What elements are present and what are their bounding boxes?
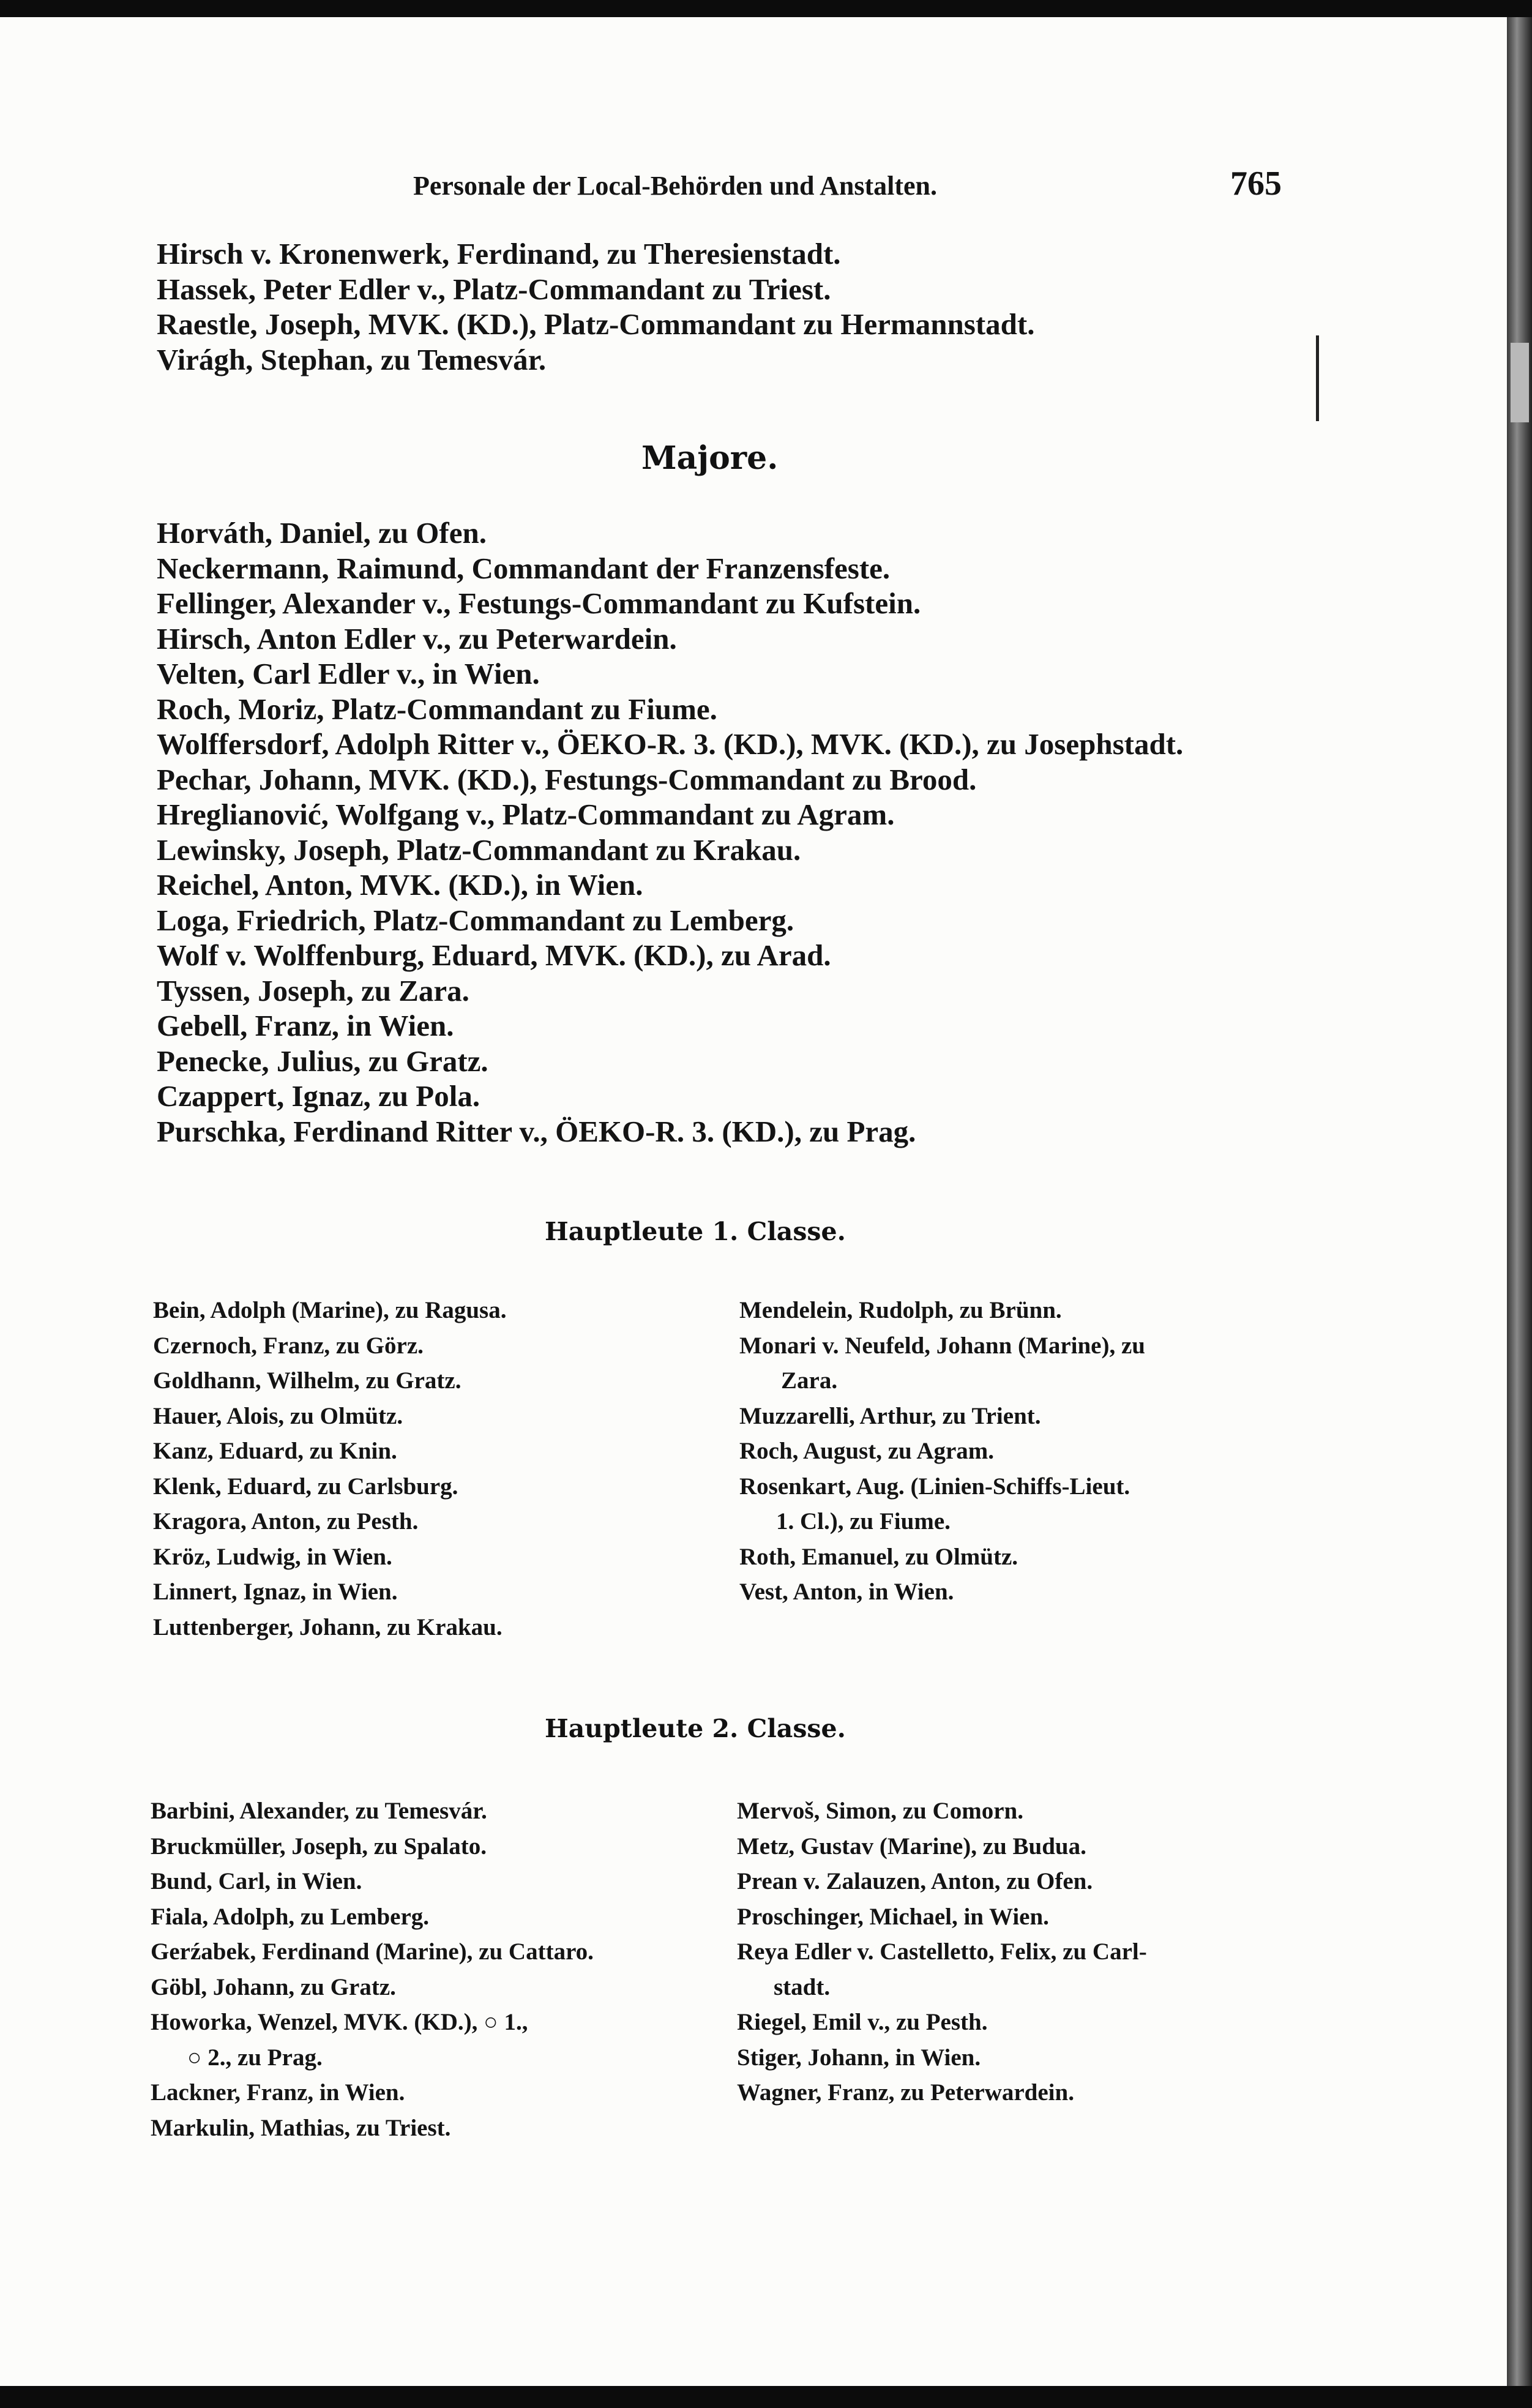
entry-line: Neckermann, Raimund, Commandant der Franzensfeste. (157, 551, 891, 585)
entry-line: Gebell, Franz, in Wien. (157, 1009, 454, 1042)
section-heading-majore: Majore. (641, 439, 779, 477)
entry-line: Mervoš, Simon, zu Comorn. (737, 1798, 1023, 1824)
entry-line: Howorka, Wenzel, MVK. (KD.), ○ 1., (151, 2009, 528, 2035)
entry-line: Czappert, Ignaz, zu Pola. (157, 1079, 480, 1113)
entry-line: Lackner, Franz, in Wien. (151, 2079, 405, 2106)
entry-line: Bruckmüller, Joseph, zu Spalato. (151, 1833, 487, 1860)
entry-line: Goldhann, Wilhelm, zu Gratz. (153, 1367, 461, 1394)
entry-line: Proschinger, Michael, in Wien. (737, 1903, 1049, 1930)
entry-line: Velten, Carl Edler v., in Wien. (157, 657, 540, 690)
entry-line: Kragora, Anton, zu Pesth. (153, 1508, 419, 1535)
entry-line: Virágh, Stephan, zu Temesvár. (157, 342, 547, 376)
running-title: Personale der Local-Behörden und Anstalten. (413, 171, 938, 201)
hauptleute-2-right-column (737, 1793, 1300, 2111)
entry-line: Purschka, Ferdinand Ritter v., ÖEKO-R. 3. (KD.), zu Prag. (157, 1114, 916, 1148)
entry-line: Tyssen, Joseph, zu Zara. (157, 973, 469, 1008)
entry-line: Hirsch v. Kronenwerk, Ferdinand, zu Theresienstadt. (157, 237, 841, 271)
entry-line: Barbini, Alexander, zu Temesvár. (151, 1798, 487, 1824)
entry-line: Horváth, Daniel, zu Ofen. (157, 516, 487, 550)
entry-line-continued: 1. Cl.), zu Fiume. (776, 1508, 951, 1535)
entry-line: Hauer, Alois, zu Olmütz. (153, 1402, 403, 1429)
hauptleute-1-left-column (153, 1293, 618, 1645)
section-heading-hauptleute-1: Hauptleute 1. Classe. (545, 1217, 846, 1246)
section-heading-hauptleute-2: Hauptleute 2. Classe. (545, 1714, 846, 1743)
entry-line: Kröz, Ludwig, in Wien. (153, 1543, 392, 1570)
entry-line: Wagner, Franz, zu Peterwardein. (737, 2079, 1074, 2106)
entry-line: Vest, Anton, in Wien. (739, 1579, 954, 1605)
entry-line: Riegel, Emil v., zu Pesth. (737, 2009, 988, 2035)
entry-line: Kanz, Eduard, zu Knin. (153, 1438, 397, 1464)
entry-line: Reya Edler v. Castelletto, Felix, zu Carl- (737, 1939, 1147, 1965)
entry-line: Rosenkart, Aug. (Linien-Schiffs-Lieut. (739, 1473, 1130, 1500)
entry-line: Monari v. Neufeld, Johann (Marine), zu (739, 1332, 1145, 1359)
entry-line: Fiala, Adolph, zu Lemberg. (151, 1903, 430, 1930)
entry-line: Czernoch, Franz, zu Görz. (153, 1332, 424, 1359)
entry-line: Bein, Adolph (Marine), zu Ragusa. (153, 1297, 507, 1323)
continued-entries (157, 236, 1035, 377)
entry-line: Stiger, Johann, in Wien. (737, 2044, 981, 2071)
entry-line: Metz, Gustav (Marine), zu Budua. (737, 1833, 1086, 1860)
entry-line: Fellinger, Alexander v., Festungs-Commandant zu Kufstein. (157, 586, 921, 620)
entry-line: Linnert, Ignaz, in Wien. (153, 1579, 398, 1605)
entry-line: Prean v. Zalauzen, Anton, zu Ofen. (737, 1868, 1093, 1894)
entry-line: Wolf v. Wolffenburg, Eduard, MVK. (KD.), zu Arad. (157, 938, 831, 972)
page-number: 765 (1230, 165, 1282, 203)
page-edge-tab (1511, 343, 1529, 422)
hauptleute-2-left-column (151, 1793, 701, 2145)
entry-line: Gerźabek, Ferdinand (Marine), zu Cattaro. (151, 1939, 594, 1965)
entry-line: Raestle, Joseph, MVK. (KD.), Platz-Commandant zu Hermannstadt. (157, 307, 1035, 341)
entry-line: Roch, August, zu Agram. (739, 1438, 995, 1464)
entry-line: Wolffersdorf, Adolph Ritter v., ÖEKO-R. 3. (KD.), MVK. (KD.), zu Josephstadt. (157, 727, 1184, 761)
entry-line: Markulin, Mathias, zu Triest. (151, 2114, 451, 2141)
entry-line: Lewinsky, Joseph, Platz-Commandant zu Krakau. (157, 832, 801, 867)
entry-line: Bund, Carl, in Wien. (151, 1868, 362, 1894)
entry-line: Roch, Moriz, Platz-Commandant zu Fiume. (157, 692, 717, 726)
entry-line: Göbl, Johann, zu Gratz. (151, 1973, 396, 2000)
entry-line: Pechar, Johann, MVK. (KD.), Festungs-Commandant zu Brood. (157, 762, 977, 796)
entry-line-continued: ○ 2., zu Prag. (187, 2044, 323, 2071)
entry-line: Mendelein, Rudolph, zu Brünn. (739, 1297, 1062, 1323)
entry-line: Roth, Emanuel, zu Olmütz. (739, 1543, 1018, 1570)
entry-line: Muzzarelli, Arthur, zu Trient. (739, 1402, 1041, 1429)
entry-line: Luttenberger, Johann, zu Krakau. (153, 1613, 503, 1640)
entry-line: Hassek, Peter Edler v., Platz-Commandant zu Triest. (157, 272, 831, 306)
hauptleute-1-right-column (739, 1293, 1302, 1610)
entry-line: Reichel, Anton, MVK. (KD.), in Wien. (157, 868, 643, 902)
entry-line: Hirsch, Anton Edler v., zu Peterwardein. (157, 621, 677, 656)
entry-line-continued: Zara. (781, 1367, 838, 1394)
majore-list (157, 515, 1183, 1149)
entry-line: Klenk, Eduard, zu Carlsburg. (153, 1473, 458, 1500)
entry-line: Hreglianović, Wolfgang v., Platz-Commandant zu Agram. (157, 798, 895, 831)
entry-line: Loga, Friedrich, Platz-Commandant zu Lemberg. (157, 903, 794, 937)
margin-mark (1316, 335, 1319, 421)
entry-line: Penecke, Julius, zu Gratz. (157, 1044, 488, 1078)
entry-line-continued: stadt. (774, 1973, 831, 2000)
